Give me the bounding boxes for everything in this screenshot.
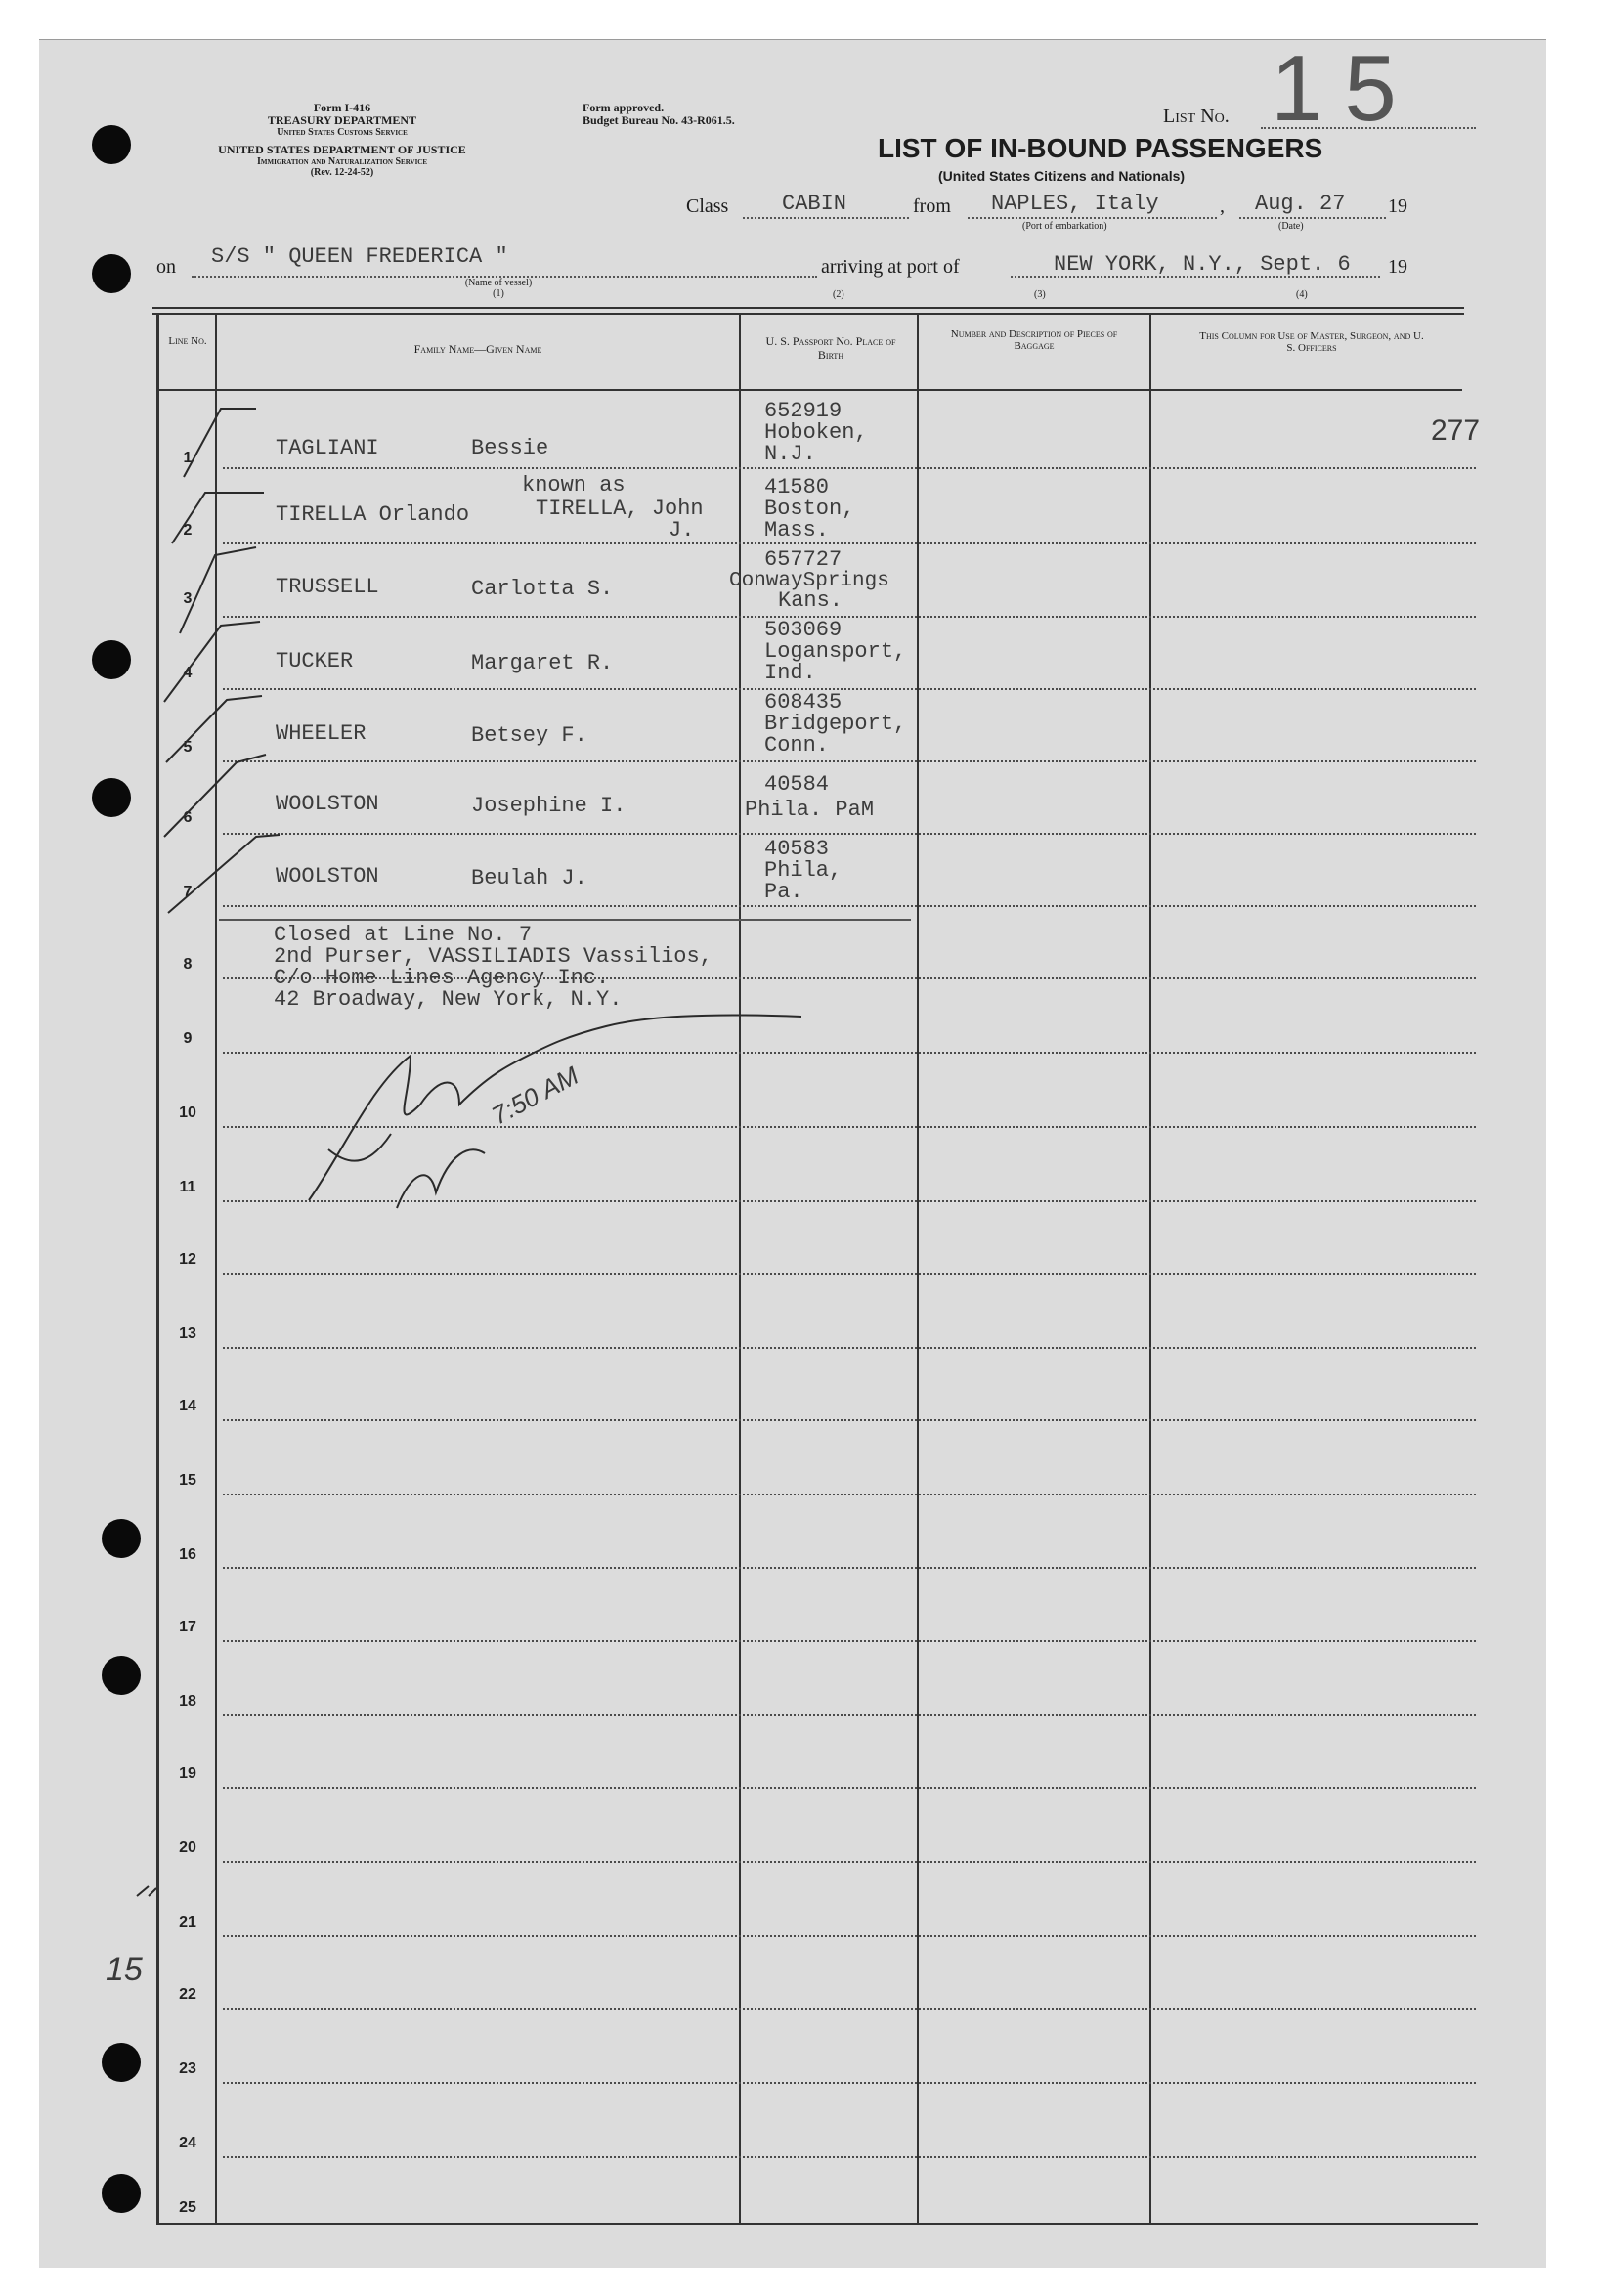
header-family-name: Family Name—Given Name bbox=[413, 342, 542, 356]
birth-place-state: Mass. bbox=[764, 518, 830, 542]
family-name: WOOLSTON bbox=[276, 864, 379, 888]
birth-place-state: N.J. bbox=[764, 442, 816, 466]
check-mark bbox=[166, 696, 262, 762]
purser-line: 2nd Purser, VASSILIADIS Vassilios, bbox=[274, 944, 713, 969]
given-name: Josephine I. bbox=[471, 794, 627, 818]
closing-line: Closed at Line No. 7 bbox=[274, 923, 533, 947]
line-number: 4 bbox=[183, 665, 193, 681]
passport-number: 41580 bbox=[764, 475, 830, 499]
departure-date: Aug. 27 bbox=[1255, 192, 1346, 216]
check-mark bbox=[172, 493, 264, 543]
form-approved: Form approved. bbox=[583, 101, 665, 114]
check-mark bbox=[184, 409, 256, 477]
ins-service: Immigration and Naturalization Service bbox=[256, 156, 428, 167]
check-mark bbox=[164, 622, 260, 702]
line-number: 9 bbox=[183, 1030, 193, 1047]
line-number: 23 bbox=[179, 2060, 196, 2077]
check-mark bbox=[168, 835, 280, 913]
page-subtitle: (United States Citizens and Nationals) bbox=[938, 168, 1186, 184]
page-number: 277 bbox=[1431, 414, 1481, 447]
line-number: 11 bbox=[179, 1179, 196, 1195]
line-number: 15 bbox=[179, 1472, 196, 1489]
aka-label: known as bbox=[522, 473, 626, 498]
year-prefix: 19 bbox=[1388, 195, 1407, 217]
line-number: 25 bbox=[179, 2199, 196, 2216]
col-1-caption: (1) bbox=[493, 288, 504, 299]
budget-bureau: Budget Bureau No. 43-R061.5. bbox=[583, 113, 735, 127]
line-number: 7 bbox=[183, 884, 193, 900]
passport-number: 40584 bbox=[764, 772, 830, 797]
margin-number: 15 bbox=[106, 1951, 143, 1988]
line-number: 6 bbox=[183, 809, 193, 826]
given-name: Margaret R. bbox=[471, 651, 614, 675]
class-value: CABIN bbox=[782, 192, 847, 216]
birth-place: Hoboken, bbox=[764, 420, 868, 445]
col-3-caption: (3) bbox=[1034, 289, 1046, 300]
birth-place-state: Kans. bbox=[778, 588, 843, 613]
agency-line: C/o Home Lines Agency Inc. bbox=[274, 966, 610, 990]
header-officers: This Column for Use of Master, Surgeon, and U. S. Officers bbox=[1199, 330, 1424, 354]
time-scrawl bbox=[397, 1149, 485, 1208]
family-name: WHEELER bbox=[276, 721, 367, 746]
aka-name-suffix: J. bbox=[669, 518, 695, 542]
line-number: 14 bbox=[179, 1398, 196, 1414]
on-label: on bbox=[156, 256, 176, 278]
family-name: TIRELLA Orlando bbox=[276, 502, 470, 527]
line-number: 20 bbox=[179, 1840, 196, 1856]
treasury-department: TREASURY DEPARTMENT bbox=[267, 113, 417, 127]
vessel-caption: (Name of vessel) bbox=[464, 278, 533, 288]
given-name: Bessie bbox=[471, 436, 549, 460]
family-name: WOOLSTON bbox=[276, 792, 379, 816]
passport-number: 503069 bbox=[764, 618, 843, 642]
line-number: 17 bbox=[179, 1619, 196, 1635]
family-name: TAGLIANI bbox=[276, 436, 379, 460]
birth-place-state: Pa. bbox=[764, 880, 803, 904]
margin-tick bbox=[137, 1886, 156, 1896]
given-name: Carlotta S. bbox=[471, 577, 614, 601]
line-number: 16 bbox=[179, 1546, 196, 1563]
line-number: 10 bbox=[179, 1105, 196, 1121]
col-4-caption: (4) bbox=[1296, 289, 1308, 300]
passport-number: 652919 bbox=[764, 399, 843, 423]
department-of-justice: UNITED STATES DEPARTMENT OF JUSTICE bbox=[218, 143, 466, 156]
birth-place: Boston, bbox=[764, 497, 855, 521]
passport-number: 657727 bbox=[764, 547, 843, 572]
birth-place-state: Ind. bbox=[764, 661, 816, 685]
address-line: 42 Broadway, New York, N.Y. bbox=[274, 987, 623, 1012]
line-number: 19 bbox=[179, 1765, 196, 1782]
form-revision: (Rev. 12-24-52) bbox=[310, 167, 374, 178]
birth-place: ConwaySprings bbox=[729, 570, 889, 592]
arriving-label: arriving at port of bbox=[821, 256, 960, 278]
date-caption: (Date) bbox=[1278, 221, 1304, 232]
line-number: 12 bbox=[179, 1251, 196, 1268]
signature bbox=[309, 1015, 801, 1200]
line-number: 13 bbox=[179, 1325, 196, 1342]
check-mark bbox=[164, 755, 266, 837]
embarkation-caption: (Port of embarkation) bbox=[1022, 221, 1107, 232]
line-number: 24 bbox=[179, 2135, 196, 2151]
arrival-port-date: NEW YORK, N.Y., Sept. 6 bbox=[1054, 252, 1351, 277]
from-label: from bbox=[913, 195, 951, 217]
line-number: 8 bbox=[183, 956, 193, 973]
header-line-no: Line No. bbox=[168, 335, 207, 347]
customs-service: United States Customs Service bbox=[277, 127, 408, 138]
header-passport: U. S. Passport No. Place of Birth bbox=[765, 334, 896, 362]
check-mark bbox=[180, 547, 256, 633]
line-number: 5 bbox=[183, 739, 193, 756]
passport-number: 40583 bbox=[764, 837, 830, 861]
birth-place: Phila, bbox=[764, 858, 843, 883]
col-2-caption: (2) bbox=[833, 289, 844, 300]
arrival-year: 19 bbox=[1388, 256, 1407, 278]
birth-place-state: Conn. bbox=[764, 733, 830, 758]
embarkation-port: NAPLES, Italy bbox=[991, 192, 1159, 216]
family-name: TUCKER bbox=[276, 649, 354, 673]
birth-place: Logansport, bbox=[764, 639, 907, 664]
line-number: 21 bbox=[179, 1914, 196, 1930]
given-name: Betsey F. bbox=[471, 723, 587, 748]
vessel-name: S/S " QUEEN FREDERICA " bbox=[211, 244, 508, 269]
list-number: 15 bbox=[1271, 36, 1418, 141]
list-no-label: List No. bbox=[1163, 106, 1230, 127]
signature bbox=[328, 1134, 391, 1161]
form-number: Form I-416 bbox=[313, 101, 371, 114]
header-baggage: Number and Description of Pieces of Baggage bbox=[950, 328, 1118, 352]
handwritten-time: 7:50 AM bbox=[487, 1060, 583, 1131]
line-number: 3 bbox=[183, 590, 193, 607]
line-number: 2 bbox=[183, 522, 193, 539]
birth-place: Phila. PaM bbox=[745, 798, 875, 822]
passport-number: 608435 bbox=[764, 690, 843, 715]
given-name: Beulah J. bbox=[471, 866, 587, 890]
aka-name: TIRELLA, John bbox=[536, 497, 704, 521]
birth-place: Bridgeport, bbox=[764, 712, 907, 736]
class-label: Class bbox=[686, 195, 729, 217]
line-number: 18 bbox=[179, 1693, 196, 1710]
line-number: 22 bbox=[179, 1986, 196, 2003]
line-number: 1 bbox=[183, 450, 193, 466]
family-name: TRUSSELL bbox=[276, 575, 379, 599]
page-title: LIST OF IN-BOUND PASSENGERS bbox=[878, 133, 1323, 163]
